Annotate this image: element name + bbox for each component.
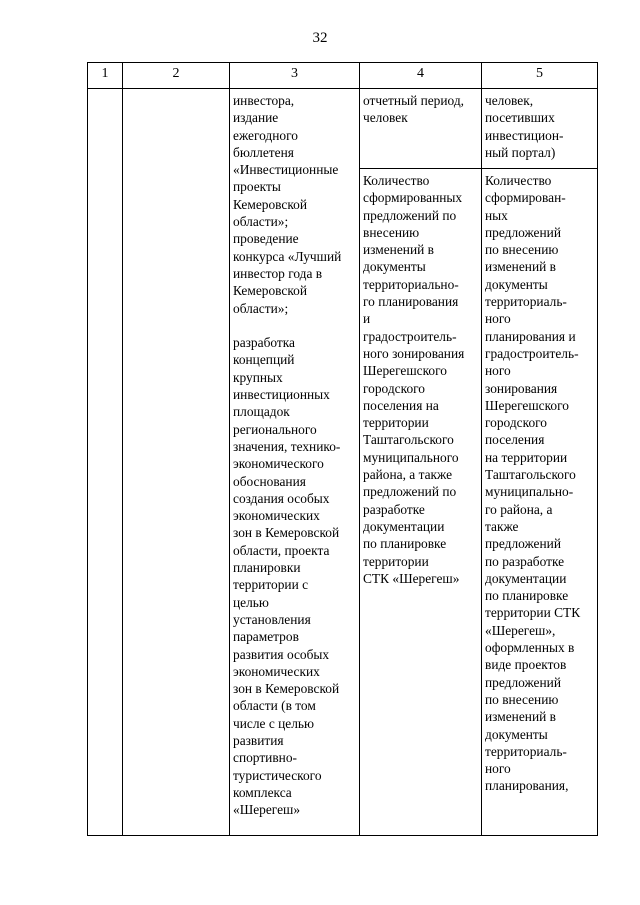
cell-col3-activity: инвестора, издание ежегодного бюллетеня «Инвестиционные проекты Кемеровской области»; проведение конкурса «Лучший инвестор года в Кемеровской области»; разработка концепций крупных инвестиционных площадок регионального значения, технико- экономического обоснования создания особых экономических зон в Кемеровской области, проекта планировки территории с целью установления параметров развития особых экономических зон в Кемеровской области (в том числе с целью развития спортивно- туристического комплекса «Шерегеш» (230, 89, 360, 836)
column-header-2: 2 (123, 63, 230, 89)
table-header-row (88, 63, 598, 89)
cell-col5-indicator: Количество сформирован- ных предложений по внесению изменений в документы территориаль- ного планирования и градостроитель- ного зонирования Шерегешского городского поселения на территории Таштагольского муниципально- го района, а также предложений по разработке документации по планировке территории СТК «Шерегеш», оформленных в виде проектов предложений по внесению изменений в документы территориаль- ного планирования, (482, 169, 598, 836)
cell-col2 (123, 89, 230, 836)
cell-col1 (88, 89, 123, 836)
column-header-3: 3 (230, 63, 360, 89)
table-row (88, 89, 598, 169)
page-number: 32 (312, 30, 328, 46)
column-header-5: 5 (482, 63, 598, 89)
document-table (87, 62, 598, 836)
cell-col5-top: человек, посетивших инвестицион- ный портал) (482, 89, 598, 169)
column-header-1: 1 (88, 63, 123, 89)
cell-col4-top: отчетный период, человек (360, 89, 482, 169)
column-header-4: 4 (360, 63, 482, 89)
cell-col4-indicator: Количество сформированных предложений по внесению изменений в документы территориально- го планирования и градостроитель- ного зонирования Шерегешского городского поселения на территории Таштагольского муниципального района, а также предложений по разработке документации по планировке территории СТК «Шерегеш» (360, 169, 482, 836)
